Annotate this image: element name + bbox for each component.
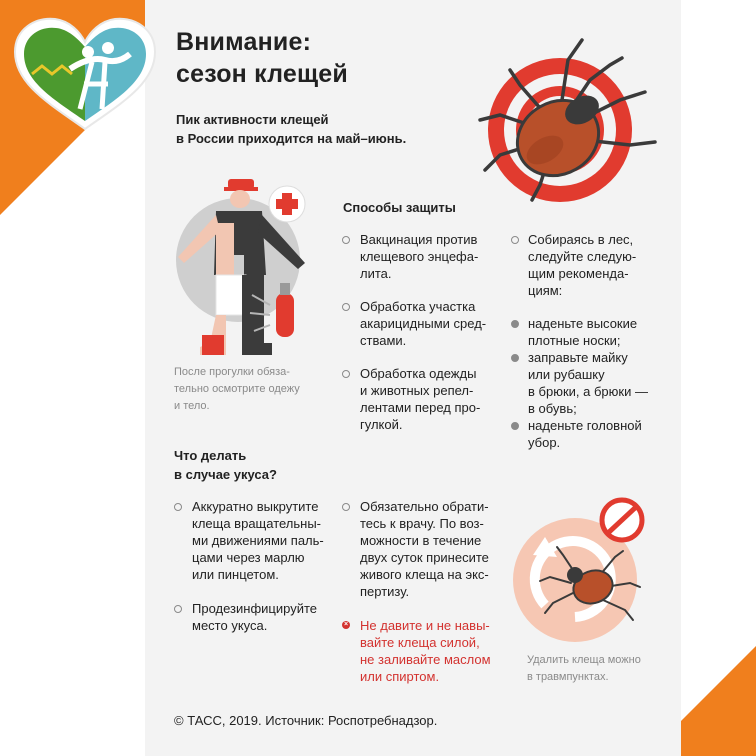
bullet-icon bbox=[174, 605, 182, 613]
bullet-icon bbox=[342, 236, 350, 244]
heart-logo-icon bbox=[10, 14, 160, 134]
bite-step-unscrew: Аккуратно выкрутите клеща вращательны- ми движениями паль- цами через марлю или пинцетом. bbox=[192, 499, 324, 582]
bullet-icon bbox=[342, 503, 350, 511]
person-with-spray-icon bbox=[170, 175, 320, 365]
forest-intro: Собираясь в лес, следуйте следую- щим рекоменда- циям: bbox=[528, 232, 637, 298]
bullet-icon bbox=[342, 303, 350, 311]
protection-item-repellents: Обработка одежды и животных репел- лентами перед про- гулкой. bbox=[360, 366, 481, 432]
bite-step-disinfect: Продезинфицируйте место укуса. bbox=[192, 601, 317, 633]
protection-item-area-treatment: Обработка участка акарицидными сред- ствами. bbox=[360, 299, 487, 348]
removal-note: Удалить клеща можно в травмпунктах. bbox=[527, 654, 641, 683]
forest-item-tuck-in: заправьте майку или рубашку в брюки, а брюки — в обувь; bbox=[528, 350, 648, 416]
tick-icon bbox=[470, 30, 670, 210]
footer-source: © ТАСС, 2019. Источник: Роспотребнадзор. bbox=[174, 713, 438, 728]
protection-item-vaccination: Вакцинация против клещевого энцефа- лита. bbox=[360, 232, 479, 281]
forest-item-headwear: наденьте головной убор. bbox=[528, 418, 642, 450]
bullet-icon bbox=[511, 354, 519, 362]
bullet-icon bbox=[174, 503, 182, 511]
bullet-icon bbox=[511, 320, 519, 328]
protection-heading: Способы защиты bbox=[343, 200, 456, 215]
warning-x-icon: × bbox=[343, 621, 349, 628]
bullet-icon bbox=[511, 422, 519, 430]
bite-step-doctor: Обязательно обрати- тесь к врачу. По воз- можности в течение двух суток принесите живого клеща на экс- пертизу. bbox=[360, 499, 489, 599]
tick-removal-illustration bbox=[505, 495, 665, 645]
forest-item-socks: наденьте высокие плотные носки; bbox=[528, 316, 638, 348]
bite-warning: Не давите и не навы- вайте клеща силой, не заливайте маслом или спиртом. bbox=[360, 618, 491, 684]
page-title: Внимание: сезон клещей bbox=[176, 28, 348, 88]
walk-note: После прогулки обяза- тельно осмотрите одежу и тело. bbox=[174, 366, 300, 412]
bullet-icon bbox=[342, 370, 350, 378]
bullet-icon bbox=[511, 236, 519, 244]
subtitle: Пик активности клещей в России приходится на май–июнь. bbox=[176, 112, 407, 146]
bite-heading: Что делать в случае укуса? bbox=[174, 448, 277, 482]
